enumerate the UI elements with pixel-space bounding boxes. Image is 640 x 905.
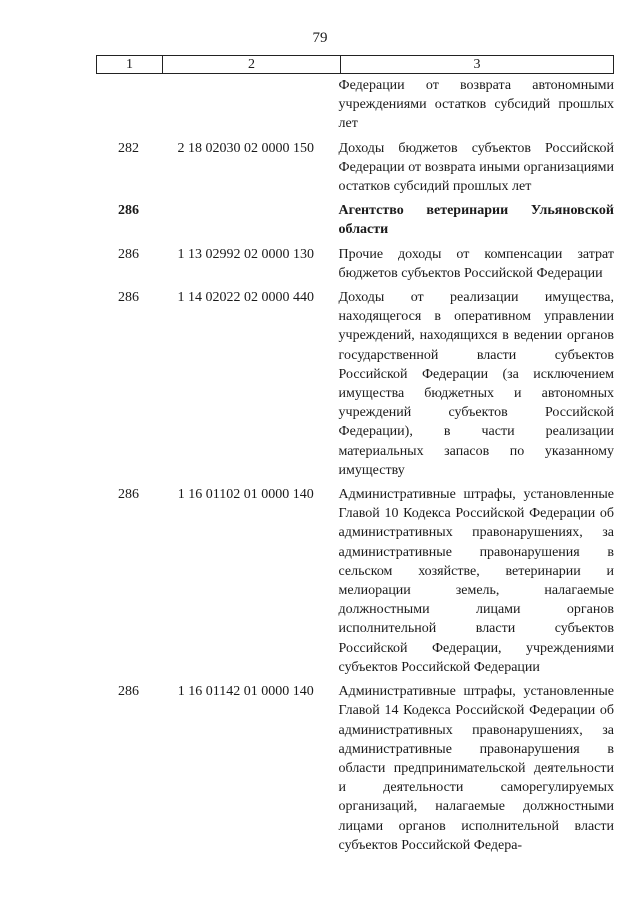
revenue-name: Прочие доходы от компенсации затрат бюджетов субъектов Российской Федерации xyxy=(338,246,614,281)
admin-code: 286 xyxy=(117,684,139,700)
revenue-name: Доходы от реализации имущества, находящегося в оперативном управлении учреждений, находящихся в ведении органов государственной власти субъектов Российской Федерации (за исключением имущества бюджетных и автономных учреждений субъектов Российской Федерации), в части реализации материальных запасов по указанному имуществу xyxy=(338,290,614,478)
revenue-code xyxy=(161,76,331,134)
table-row xyxy=(96,485,614,677)
revenue-code: 2 18 02030 02 0000 150 xyxy=(177,140,314,156)
table-row xyxy=(96,139,614,197)
revenue-code: 1 14 02022 02 0000 440 xyxy=(177,290,314,306)
revenue-name: Федерации от возврата автономными учреждениями остатков субсидий прошлых лет xyxy=(338,78,614,132)
admin-code xyxy=(96,76,161,134)
header-col-1: 1 xyxy=(97,56,163,74)
revenue-name: Административные штрафы, установленные Главой 14 Кодекса Российской Федерации об административных правонарушениях, за административные правонарушения в области предпринимательской деятельности и деятельности саморегулируемых организаций, налагаемые должностными лицами органов исполнительной власти субъектов Российской Федера- xyxy=(338,684,614,853)
header-col-2: 2 xyxy=(163,56,341,74)
revenue-code xyxy=(161,201,331,239)
agency-name: Агентство ветеринарии Ульяновской области xyxy=(338,203,614,238)
page-number: 79 xyxy=(312,30,328,46)
table-row xyxy=(96,288,614,480)
revenue-code: 1 13 02992 02 0000 130 xyxy=(177,246,314,262)
table-header xyxy=(96,55,614,74)
revenue-code: 1 16 01102 01 0000 140 xyxy=(177,487,314,503)
revenue-name: Административные штрафы, установленные Главой 10 Кодекса Российской Федерации об административных правонарушениях, за административные правонарушения в сельском хозяйстве, ветеринарии и мелиорации земель, налагаемые должностными лицами органов исполнительной власти субъектов Российской Федерации, учреждениями субъектов Российской Федерации xyxy=(338,487,614,675)
revenue-name: Доходы бюджетов субъектов Российской Федерации от возврата иными организациями остатков субсидий прошлых лет xyxy=(338,140,614,195)
table-row xyxy=(96,682,614,855)
admin-code: 282 xyxy=(117,140,139,156)
table-row xyxy=(96,76,614,134)
table-row-agency xyxy=(96,201,614,239)
revenue-code: 1 16 01142 01 0000 140 xyxy=(177,684,314,700)
admin-code: 286 xyxy=(117,290,139,306)
admin-code: 286 xyxy=(117,487,139,503)
table-body xyxy=(96,76,614,860)
table-row xyxy=(96,245,614,283)
header-col-3: 3 xyxy=(341,56,614,74)
admin-code: 286 xyxy=(117,246,139,262)
admin-code: 286 xyxy=(117,203,139,219)
